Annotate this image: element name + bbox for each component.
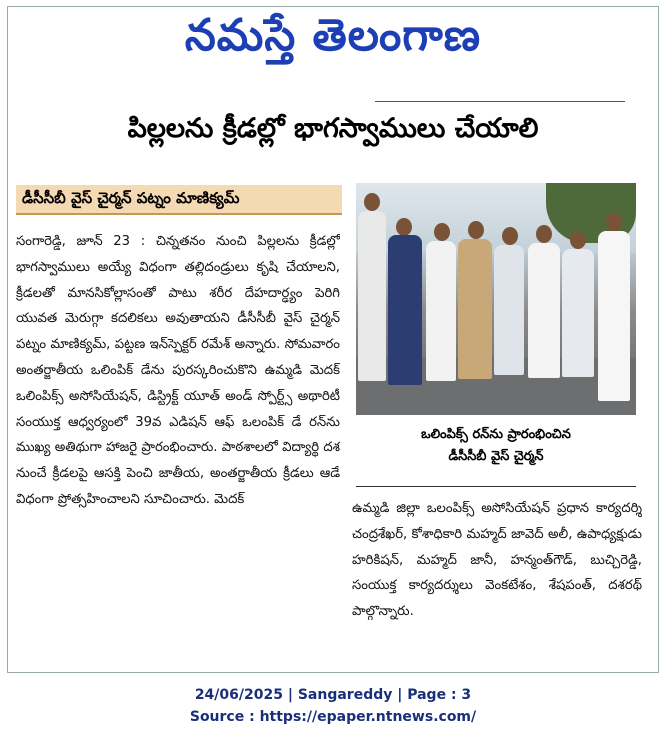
footer-source-link[interactable]: Source : https://epaper.ntnews.com/	[189, 709, 477, 725]
masthead-rule	[375, 101, 625, 102]
footer-date-page: 24/06/2025 | Sangareddy | Page : 3	[194, 687, 472, 703]
photo-person	[494, 245, 524, 375]
photo-person	[528, 243, 560, 378]
photo-person-head	[468, 221, 484, 239]
photo-person-head	[434, 223, 450, 241]
article-subheadline: డీసీసీబీ వైస్ చైర్మన్ పట్నం మాణిక్యమ్	[16, 185, 342, 215]
caption-rule	[356, 486, 636, 487]
article-body-left-column: సంగారెడ్డి, జూన్ 23 : చిన్నతనం నుంచి పిల్లలను క్రీడల్లో భాగస్వాములు అయ్యే విధంగా తల్లిదండ్రులు కృషి చేయాలని, క్రీడలతో మానసికోల్లాసంతో పాటు శరీర దేహదార్ఢ్యం పెరిగి యువత మెరుగ్గా కదలికలు అవుతాయని డీసీసీబీ వైస్ చైర్మన్ పట్నం మాణిక్యమ్, పట్టణ ఇన్‌స్పెక్టర్ రమేశ్ అన్నారు. సోమవారం అంతర్జాతీయ ఒలింపిక్ డేను పురస్కరించుకొని ఉమ్మడి మెదక్ ఒలింపిక్స్ అసోసియేషన్, డిస్ట్రిక్ట్ యూత్ అండ్ స్పోర్ట్స్ అథారిటీ సంయుక్త ఆధ్వర్యంలో 39వ ఎడిషన్ ఆఫ్ ఒలంపిక్ డే రన్‌ను ముఖ్య అతిథుగా హాజరై ప్రారంభించారు. పాఠశాలలో విద్యార్థి దశ నుంచే క్రీడలపై ఆసక్తి పెంచి జాతీయ, అంతర్జాతీయ క్రీడలు ఆడే విధంగా ప్రోత్సహించాలని సూచించారు. మెదక్	[16, 234, 340, 507]
article-headline: పిల్లలను క్రీడల్లో భాగస్వాములు చేయాలి	[127, 113, 539, 144]
newspaper-masthead: నమస్తే తెలంగాణ	[184, 10, 482, 61]
source-footer	[0, 684, 666, 728]
photo-person-head	[536, 225, 552, 243]
photo-person	[562, 249, 594, 377]
photo-caption-line2: డీసీసీబీ వైస్ చైర్మన్	[448, 449, 544, 464]
photo-person	[426, 241, 456, 381]
photo-person-head	[396, 218, 412, 236]
article-body-right-column: ఉమ్మడి జిల్లా ఒలంపిక్స్ అసోసియేషన్ ప్రధాన కార్యదర్శి చంద్రశేఖర్, కోశాధికారి మహ్మద్ జావెద్ అలీ, ఉపాధ్యక్షుడు హరికిషన్, మహ్మద్ జానీ, హన్మంత్‌గౌడ్, బుచ్చిరెడ్డి, సంయుక్త కార్యదర్శులు వెంకటేశం, శేషపంత్, దశరథ్ పాల్గొన్నారు.	[352, 501, 642, 620]
article-photo	[356, 183, 636, 415]
photo-person	[458, 239, 492, 379]
photo-person-head	[570, 231, 586, 249]
photo-person-head	[364, 193, 380, 211]
photo-person	[358, 211, 386, 381]
photo-person	[388, 235, 422, 385]
photo-person-head	[606, 213, 622, 231]
photo-caption-line1: ఒలింపిక్స్ రన్‌ను ప్రారంభించిన	[421, 427, 571, 442]
photo-caption	[356, 424, 636, 468]
photo-person	[598, 231, 630, 401]
photo-person-head	[502, 227, 518, 245]
